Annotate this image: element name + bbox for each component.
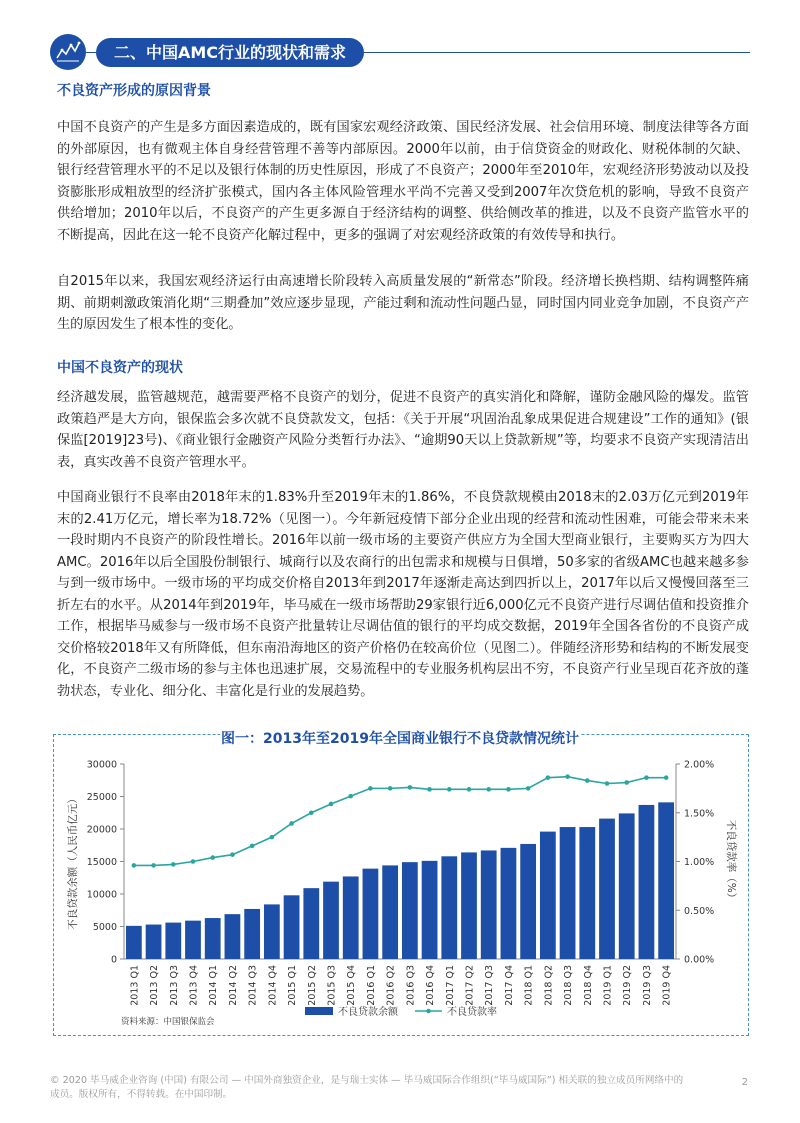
x-tick-label: 2017 Q4 xyxy=(503,965,515,1006)
x-tick-label: 2015 Q4 xyxy=(346,965,358,1006)
y-tick-label: 10000 xyxy=(86,889,117,901)
y-tick-label: 0 xyxy=(110,954,117,966)
x-tick-label: 2015 Q3 xyxy=(326,965,338,1006)
y-tick-label: 25000 xyxy=(86,792,117,803)
y-axis-label: 不良贷款余额（人民币亿元） xyxy=(67,793,79,930)
chart-source: 资料来源：中国银保监会 xyxy=(121,1017,215,1027)
paragraph: 经济越发展，监管越规范，越需要严格不良资产的划分，促进不良资产的真实消化和降解，谨防金融风险的爆发。监管政策趋严是大方向，银保监会多次就不良贷款发文，包括：《关于开展“巩固治乱象成果促进合规建设”工作的通知》(银保监[2019]23号)、《商业银行金融资产风险分类暂行办法》、“逾期90天以上贷款新规”等，均要求不良资产实现清洁出表，真实改善不良资产管理水平。 xyxy=(57,390,749,470)
paragraph: 中国不良资产的产生是多方面因素造成的，既有国家宏观经济政策、国民经济发展、社会信用环境、制度法律等各方面的外部原因，也有微观主体自身经营管理不善等内部原因。2000年以前，由于信贷资金的财政化、财税体制的欠缺、银行经营管理水平的不足以及银行体制的历史性原因，形成了不良资产；2000年至2010年，宏观经济形势波动以及投资膨胀形成粗放型的经济扩张模式，国内各主体风险管理水平尚不完善又受到2007年次贷危机的影响，导致不良资产供给增加；2010年以后，不良资产的产生更多源自于经济结构的调整、供给侧改革的推进，以及不良资产监管水平的不断提高，因此在这一轮不良资产化解过程中，更多的强调了对宏观经济政策的有效传导和执行。 xyxy=(57,120,749,243)
y2-tick-label: 1.00% xyxy=(684,857,715,868)
y2-tick-label: 1.50% xyxy=(684,808,715,820)
paragraph: 中国商业银行不良率由2018年末的1.83%升至2019年末的1.86%，不良贷款规模由2018末的2.03万亿元到2019年末的2.41万亿元，增长率为18.72%（见图一）。今年新冠疫情下部分企业出现的经营和流动性困难，可能会带来未来一段时期内不良资产的阶段性增长。2016年以前一级市场的主要资产供应方为全国大型商业银行，主要购买方为四大AMC。2016年以后全国股份制银行、城商行以及农商行的出包需求和规模与日俱增，50多家的省级AMC也越来越多参与到一级市场中。一级市场的平均成交价格自2013年到2017年逐渐走高达到四折以上，2017年以后又慢慢回落至三折左右的水平。从2014年到2019年，毕马威在一级市场帮助29家银行近6,000亿元不良资产进行尽调估值和投资推介工作，根据毕马威参与一级市场不良资产批量转让尽调估值的银行的平均成交数据，2019年全国各省份的不良资产成交价格较2018年又有所降低，但东南沿海地区的资产价格仍在较高价位（见图二）。伴随经济形势和结构的不断发展变化，不良资产二级市场的参与主体也迅速扩展，交易流程中的专业服务机构层出不穷，不良资产行业呈现百花齐放的蓬勃状态，专业化、细分化、丰富化是行业的发展趋势。 xyxy=(57,490,749,699)
page-header xyxy=(50,34,750,70)
x-tick-label: 2013 Q1 xyxy=(129,965,141,1006)
line-chart-icon xyxy=(50,34,86,70)
x-tick-label: 2013 Q4 xyxy=(188,965,200,1006)
x-tick-label: 2017 Q2 xyxy=(464,965,476,1006)
y-tick-label: 20000 xyxy=(86,824,117,836)
x-tick-label: 2019 Q2 xyxy=(622,965,634,1006)
footer-copyright: © 2020 毕马威企业咨询 (中国) 有限公司 — 中国外商独资企业，是与瑞士实体 — 毕马威国际合作组织(“毕马威国际”) 相关联的独立成员所网络中的成员。版权所有，不得转载。在中国印制。 xyxy=(50,1075,684,1100)
x-tick-label: 2014 Q1 xyxy=(208,965,220,1006)
section-title-causes: 不良资产形成的原因背景 xyxy=(57,83,211,99)
x-tick-label: 2016 Q4 xyxy=(425,965,437,1006)
y-tick-label: 30000 xyxy=(86,759,117,771)
x-tick-label: 2016 Q3 xyxy=(405,965,417,1006)
x-tick-label: 2018 Q1 xyxy=(523,965,535,1006)
x-tick-label: 2014 Q4 xyxy=(267,965,279,1006)
x-tick-label: 2018 Q3 xyxy=(563,965,575,1006)
x-tick-label: 2019 Q3 xyxy=(641,965,653,1006)
x-tick-label: 2018 Q2 xyxy=(543,965,555,1006)
chart-title: 图一：2013年至2019年全国商业银行不良贷款情况统计 xyxy=(220,728,580,750)
page-title: 二、中国AMC行业的现状和需求 xyxy=(96,38,364,67)
x-tick-label: 2019 Q1 xyxy=(602,965,614,1006)
y2-tick-label: 0.50% xyxy=(684,905,715,917)
x-tick-label: 2017 Q1 xyxy=(444,965,456,1006)
legend-label-line: 不良贷款率 xyxy=(447,1007,497,1018)
x-tick-label: 2017 Q3 xyxy=(484,965,496,1006)
x-tick-label: 2014 Q3 xyxy=(247,965,259,1006)
header-divider-left xyxy=(86,52,96,53)
page-number: 2 xyxy=(741,1077,748,1088)
x-tick-label: 2019 Q4 xyxy=(661,965,673,1006)
paragraph: 自2015年以来，我国宏观经济运行由高速增长阶段转入高质量发展的“新常态”阶段。经济增长换档期、结构调整阵痛期、前期刺激政策消化期“三期叠加”效应逐步显现，产能过剩和流动性问题凸显，同时国内同业竞争加剧，不良资产产生的原因发生了根本性的变化。 xyxy=(57,274,749,332)
x-tick-label: 2014 Q2 xyxy=(227,965,239,1006)
chart-frame xyxy=(53,734,749,1036)
x-tick-label: 2016 Q1 xyxy=(365,965,377,1006)
x-tick-label: 2013 Q3 xyxy=(168,965,180,1006)
y2-tick-label: 0.00% xyxy=(684,954,715,966)
y2-tick-label: 2.00% xyxy=(684,759,715,771)
x-tick-label: 2015 Q2 xyxy=(306,965,318,1006)
y2-axis-label: 不良贷款率（%） xyxy=(725,819,737,904)
y-tick-label: 5000 xyxy=(92,922,117,933)
y-tick-label: 15000 xyxy=(86,857,117,868)
header-divider xyxy=(350,52,750,53)
section-title-status: 中国不良资产的现状 xyxy=(57,360,183,376)
legend-label-bar: 不良贷款余额 xyxy=(338,1007,398,1018)
x-tick-label: 2016 Q2 xyxy=(385,965,397,1006)
x-tick-label: 2015 Q1 xyxy=(287,965,299,1006)
x-tick-label: 2018 Q4 xyxy=(582,965,594,1006)
x-tick-label: 2013 Q2 xyxy=(149,965,161,1006)
